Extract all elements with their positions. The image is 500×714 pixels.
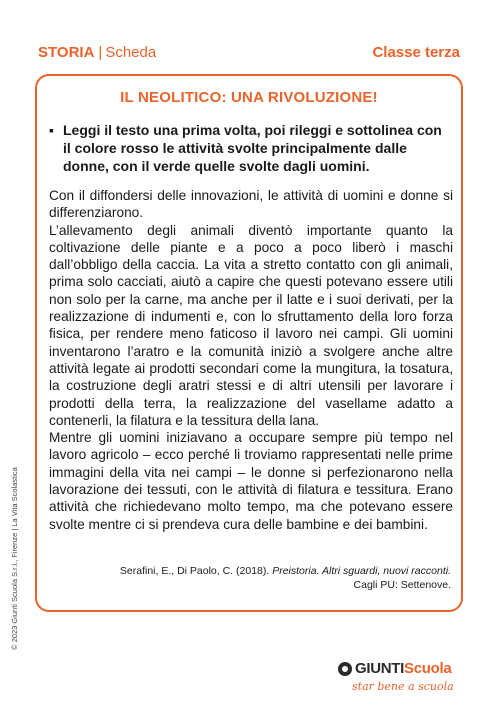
paragraph: Mentre gli uomini iniziavano a occupare sempre più tempo nel lavoro agricolo – ecco perché li troviamo rappresentati nelle prime immagini della vita nei campi – le donne si perfezionarono nella lavorazione dei tessuti, con le attività di filatura e tessitura. Erano attività che richiedevano molto tempo, ma che potevano essere svolte mentre ci si prendeva cura delle bambine e dei bambini. — [49, 430, 453, 532]
worksheet-title: IL NEOLITICO: UNA RIVOLUZIONE! — [120, 89, 378, 106]
worksheet-card — [35, 74, 463, 612]
source-authors: Serafini, E., Di Paolo, C. (2018). — [119, 565, 270, 577]
instruction-text: Leggi il testo una prima volta, poi rileggi e sottolinea con il colore rosso le attività svolte principalmente dalle donne, con il verde quelle svolte dagli uomini. — [63, 122, 442, 174]
logo-wordmark: GIUNTIScuola — [355, 660, 452, 677]
subject-label: STORIA | Scheda — [38, 44, 157, 61]
source-citation — [120, 564, 451, 592]
logo-tagline: star bene a scuola — [352, 680, 454, 693]
logo-mark-icon — [338, 662, 352, 676]
grade-label: Classe terza — [372, 44, 460, 61]
copyright-notice: © 2023 Giunti Scuola S.r.l., Firenze | La Vita Scolastica — [10, 467, 19, 650]
source-title: Preistoria. Altri sguardi, nuovi racconti. — [272, 565, 451, 577]
paragraph: L’allevamento degli animali diventò importante quanto la coltivazione delle piante e a poco a poco liberò i maschi dall’obbligo della caccia. La vita a stretto contatto con gli animali, prima solo cacciati, aiutò a capire che questi potevano essere utili non solo per la carne, ma anche per il latte e i suoi derivati, per la realizzazione di indumenti e, con lo sfruttamento della loro forza fisica, per rendere meno faticoso il lavoro nei campi. Gli uomini inventarono l’aratro e la comunità iniziò a svolgere anche altre attività legate ai prodotti secondari come la mungitura, la tosatura, la costruzione degli aratri stessi e di altri utensili per lavorare i prodotti della terra, la realizzazione del vasellame adatto a contenerli, la filatura e la tessitura della lana. — [49, 222, 453, 428]
source-publisher: Cagli PU: Settenove. — [353, 579, 451, 591]
giunti-scuola-logo — [338, 660, 468, 700]
sheet-label: Scheda — [105, 44, 157, 61]
instruction — [49, 121, 451, 175]
header-separator: | — [98, 44, 103, 61]
paragraph: Con il diffondersi delle innovazioni, le attività di uomini e donne si differenziarono. — [49, 188, 453, 221]
reading-text — [49, 187, 453, 533]
bullet-icon: ▪ — [49, 122, 54, 138]
page-header — [38, 44, 460, 66]
